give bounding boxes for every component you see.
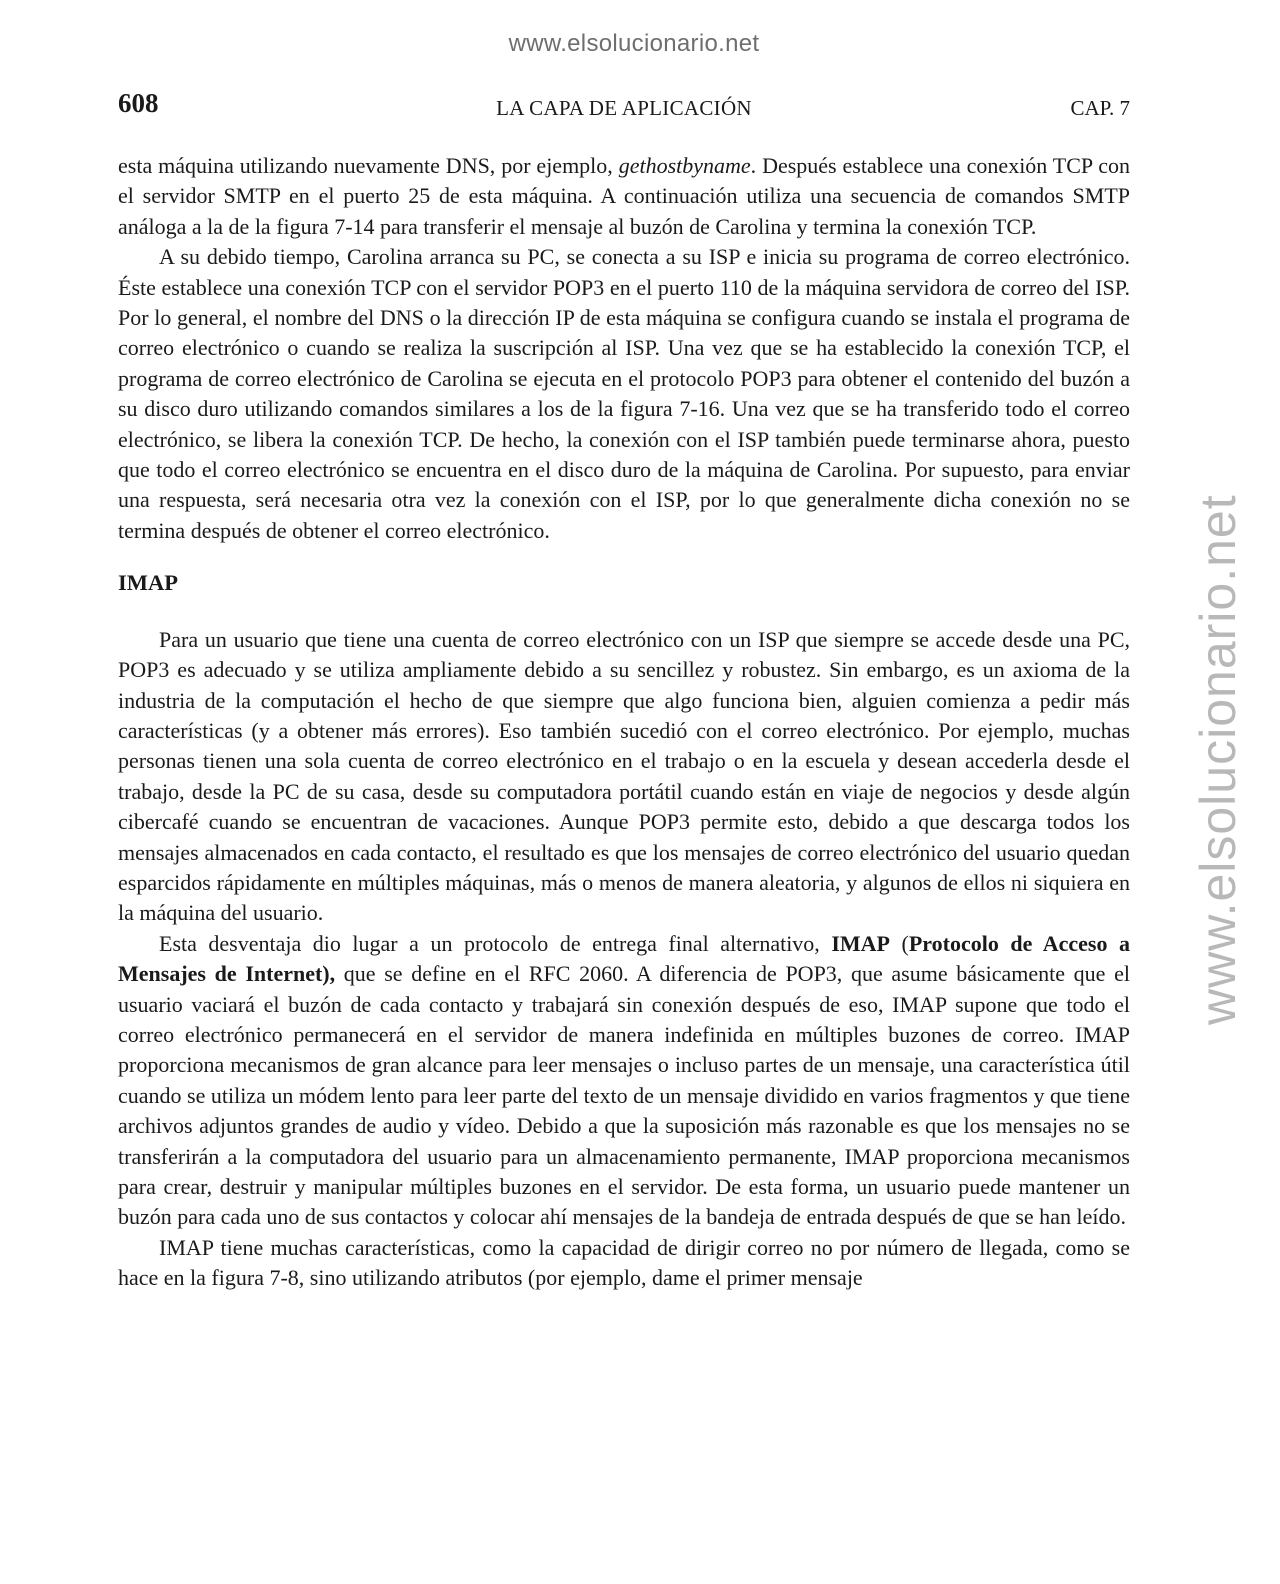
paragraph-text: . Después establece una conexión TCP con el servidor SMTP en el puerto 25 de esta máquina. A continuación utiliza una secuencia de comandos SMTP análoga a la de la figura 7-14 para transferir el mensaje al buzón de Carolina y termina la conexión TCP. — [118, 153, 1130, 239]
section-heading-imap: IMAP — [118, 570, 178, 596]
watermark-url-top: www.elsolucionario.net — [508, 30, 760, 57]
paragraph-text: que se define en el RFC 2060. A diferencia de POP3, que asume básicamente que el usuario vaciará el buzón de cada contacto y trabajará sin conexión después de eso, IMAP supone que todo el correo electrónico permanecerá en el servidor de manera indefinida en múltiples buzones de correo. IMAP proporciona mecanismos de gran alcance para leer mensajes o incluso partes de un mensaje, una característica útil cuando se utiliza un módem lento para leer parte del texto de un mensaje dividido en varios fragmentos y que tiene archivos adjuntos grandes de audio y vídeo. Debido a que la suposición más razonable es que los mensajes no se transferirán a la computadora del usuario para un almacenamiento permanente, IMAP proporciona mecanismos para crear, destruir y manipular múltiples buzones en el servidor. De esta forma, un usuario puede mantener un buzón para cada uno de sus contactos y colocar ahí mensajes de la bandeja de entrada después de que se han leído. — [118, 961, 1130, 1230]
paragraph-pop3-retrieval: A su debido tiempo, Carolina arranca su PC, se conecta a su ISP e inicia su programa de correo electrónico. Éste establece una conexión TCP con el servidor POP3 en el puerto 110 de la máquina servidora de correo del ISP. Por lo general, el nombre del DNS o la dirección IP de esta máquina se configura cuando se instala el programa de correo electrónico o cuando se realiza la suscripción al ISP. Una vez que se ha establecido la conexión TCP, el programa de correo electrónico de Carolina se ejecuta en el protocolo POP3 para obtener el contenido del buzón a su disco duro utilizando comandos similares a los de la figura 7-16. Una vez que se ha transferido todo el correo electrónico, se libera la conexión TCP. De hecho, la conexión con el ISP también puede terminarse ahora, puesto que todo el correo electrónico se encuentra en el disco duro de la máquina de Carolina. Por supuesto, para enviar una respuesta, será necesaria otra vez la conexión con el ISP, por lo que generalmente dicha conexión no se termina después de obtener el correo electrónico. — [118, 244, 1130, 543]
function-name-italic: gethostbyname — [618, 153, 751, 178]
paragraph-continuation — [118, 151, 1130, 242]
watermark-url-side: www.elsolucionario.net — [1190, 494, 1246, 1025]
page-body — [118, 151, 1130, 1294]
paragraph-imap-motivation: Para un usuario que tiene una cuenta de correo electrónico con un ISP que siempre se accede desde una PC, POP3 es adecuado y se utiliza ampliamente debido a su sencillez y robustez. Sin embargo, es un axioma de la industria de la computación el hecho de que siempre que algo funciona bien, alguien comienza a pedir más características (y a obtener más errores). Eso también sucedió con el correo electrónico. Por ejemplo, muchas personas tienen una sola cuenta de correo electrónico en el trabajo o en la escuela y desean accederla desde el trabajo, desde la PC de su casa, desde su computadora portátil cuando están en viaje de negocios y desde algún cibercafé cuando se encuentran de vacaciones. Aunque POP3 permite esto, debido a que descarga todos los mensajes almacenados en cada contacto, el resultado es que los mensajes de correo electrónico del usuario quedan esparcidos rápidamente en múltiples máquinas, más o menos de manera aleatoria, y algunos de ellos ni siquiera en la máquina del usuario. — [118, 626, 1130, 926]
chapter-label: CAP. 7 — [1070, 96, 1130, 120]
paragraph-text: Esta desventaja dio lugar a un protocolo de entrega final alternativo, — [159, 930, 832, 956]
paragraph-text: ( — [890, 930, 909, 956]
chapter-title: LA CAPA DE APLICACIÓN — [496, 96, 752, 120]
running-header — [118, 88, 1130, 128]
paragraph-imap-features: IMAP tiene muchas características, como la capacidad de dirigir correo no por número de llegada, como se hace en la figura 7-8, sino utilizando atributos (por ejemplo, dame el primer mensaje — [118, 1234, 1130, 1291]
term-imap-bold: IMAP — [831, 930, 890, 956]
paragraph-text: esta máquina utilizando nuevamente DNS, por ejemplo, — [118, 153, 619, 178]
page-number: 608 — [118, 88, 159, 118]
term-imap-expansion-bold: Protocolo de Acceso a Mensajes de Internet), — [118, 930, 1130, 987]
paragraph-imap-definition — [118, 929, 1130, 1233]
